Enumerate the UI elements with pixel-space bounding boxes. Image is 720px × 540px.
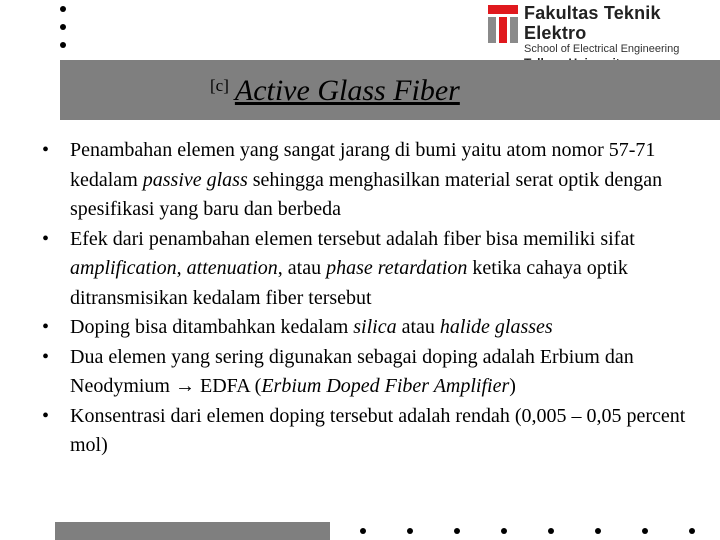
title-text: Active Glass Fiber (234, 74, 460, 107)
dot (60, 24, 66, 30)
dot (454, 528, 460, 534)
bullet-text: Konsentrasi dari elemen doping tersebut adalah rendah (0,005 – 0,05 percent mol) (70, 404, 686, 456)
dot (548, 528, 554, 534)
bullet-italic-text: halide glasses (439, 316, 553, 338)
bullet-italic-text: amplification (70, 257, 177, 279)
bullet-text: EDFA ( (195, 375, 262, 397)
bullet-text: , atau (277, 257, 327, 279)
bullet-italic-text: passive glass (142, 168, 248, 191)
dot (60, 42, 66, 48)
bullet-text: Doping bisa ditambahkan kedalam (70, 316, 354, 338)
logo-title: Fakultas Teknik Elektro (524, 3, 661, 43)
bullet-text: ) (509, 375, 516, 397)
bullet-text: ketika cahaya optik ditransmisikan kedalam fiber tersebut (70, 257, 628, 309)
dot (60, 6, 66, 12)
telkom-logo-icon (488, 5, 518, 45)
faculty-logo (488, 3, 716, 55)
bullet-item (30, 136, 710, 225)
slide-title (210, 74, 460, 108)
bullet-item (30, 225, 710, 314)
bullet-italic-text: phase retardation (326, 257, 468, 279)
bullet-italic-text: silica (353, 316, 397, 338)
bullet-italic-text: attenuation (186, 257, 278, 279)
bullet-item (30, 343, 710, 402)
footer-bar (55, 522, 330, 540)
bullet-item (30, 313, 710, 343)
dot (407, 528, 413, 534)
bullet-text: Efek dari penambahan elemen tersebut adalah fiber bisa memiliki sifat (70, 227, 635, 250)
decorative-dots-bottom (350, 528, 720, 538)
bullet-item (30, 402, 710, 461)
bullet-text: Dua elemen yang sering digunakan sebagai doping adalah Erbium dan Neodymium (70, 345, 634, 397)
bullet-text: atau (396, 316, 440, 338)
bullet-text: , (176, 257, 187, 279)
dot (501, 528, 507, 534)
dot (642, 528, 648, 534)
dot (360, 528, 366, 534)
dot (689, 528, 695, 534)
dot (595, 528, 601, 534)
bullet-list (30, 136, 710, 461)
decorative-dots-top-left (60, 6, 70, 60)
title-reference: [c] (210, 76, 229, 95)
logo-subtitle: School of Electrical Engineering (524, 43, 680, 55)
bullet-text: → (175, 375, 195, 397)
bullet-text: sehingga menghasilkan material serat optik dengan spesifikasi yang baru dan berbeda (70, 168, 663, 220)
bullet-italic-text: Erbium Doped Fiber Amplifier (261, 375, 510, 397)
bullet-text: Penambahan elemen yang sangat jarang di bumi yaitu atom nomor 57-71 kedalam (70, 139, 656, 191)
